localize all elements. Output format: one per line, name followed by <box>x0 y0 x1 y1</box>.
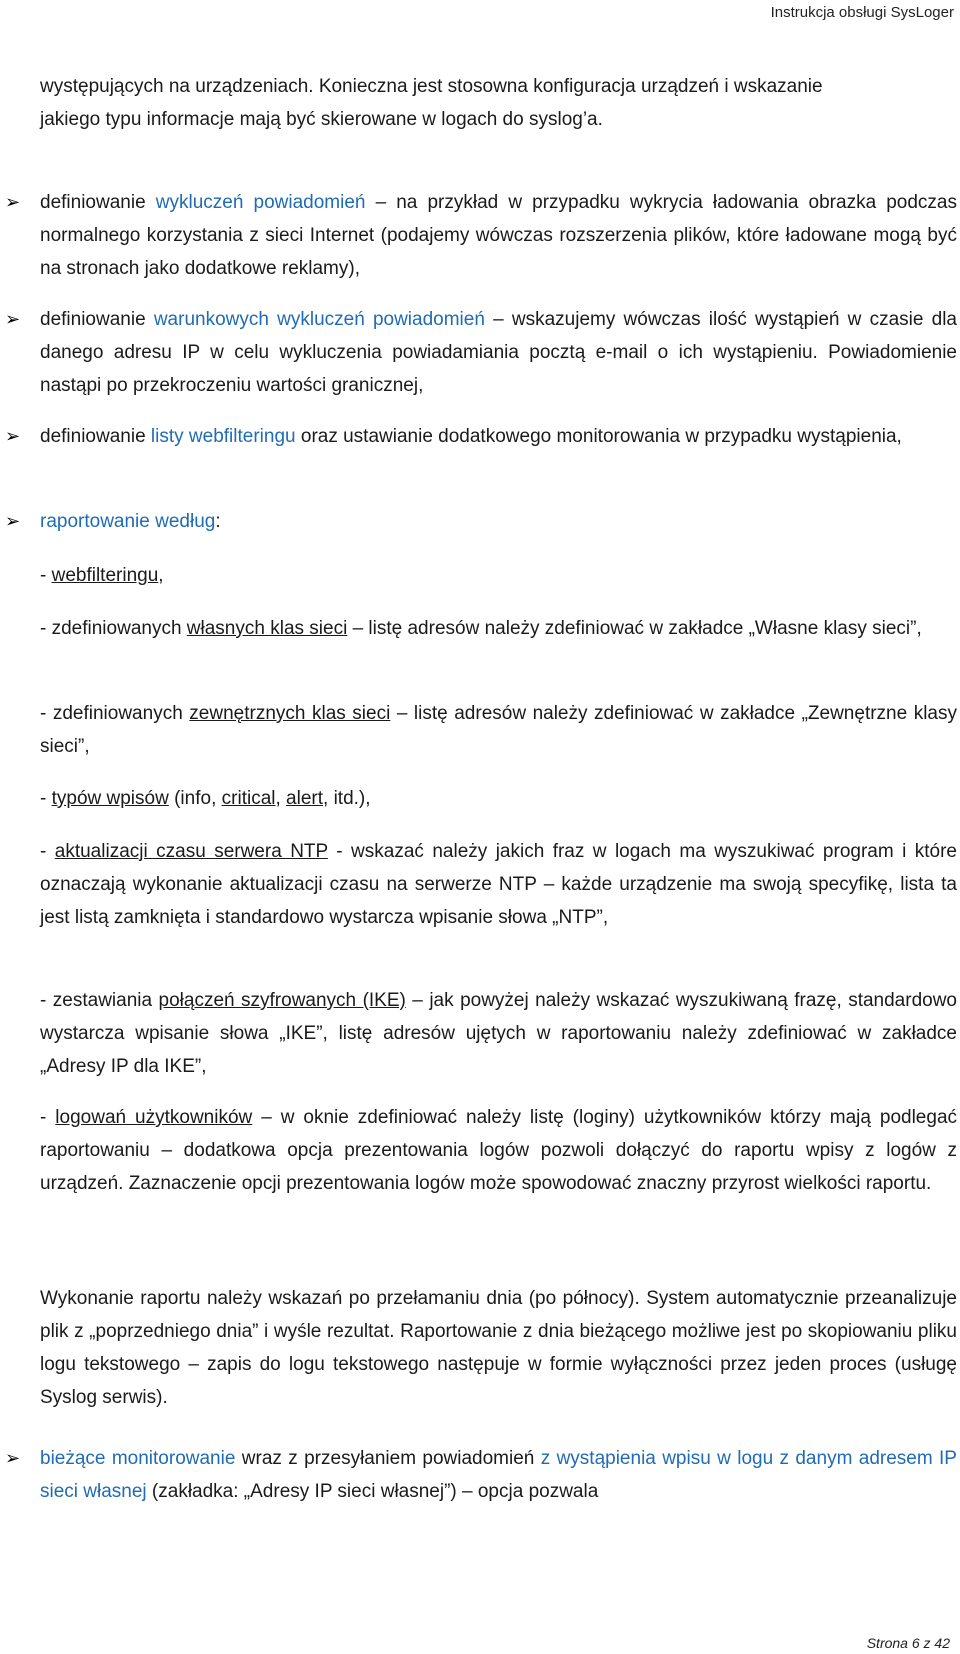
report-item-ntp: - aktualizacji czasu serwera NTP - wskazać należy jakich fraz w logach ma wyszukiwać program i które oznaczają wykonanie aktualizacji czasu na serwerze NTP – każde urządzenie ma swoją specyfikę, lista ta jest listą zamknięta i standardowo wystarcza wpisanie słowa „NTP”, <box>40 841 957 928</box>
running-header: Instrukcja obsługi SysLoger <box>770 4 954 21</box>
report-item-ike: - zestawiania połączeń szyfrowanych (IKE) – jak powyżej należy wskazać wyszukiwaną frazę, standardowo wystarcza wpisanie słowa „IKE”, listę adresów ujętych w raportowaniu należy zdefiniować w zakładce „Adresy IP dla IKE”, <box>40 990 957 1077</box>
intro-line-2: jakiego typu informacje mają być skierowane w logach do syslog’a. <box>40 109 603 130</box>
term-link: listy webfilteringu <box>150 426 296 447</box>
page-number: Strona 6 z 42 <box>866 1635 950 1651</box>
term-link: raportowanie według <box>40 511 216 532</box>
term-link: bieżące monitorowanie <box>40 1448 236 1469</box>
term-link: wykluczeń powiadomień <box>155 192 366 213</box>
bullet-arrow-icon: ➢ <box>5 511 21 531</box>
bullet-arrow-icon: ➢ <box>5 426 21 446</box>
intro-paragraph <box>40 70 957 136</box>
intro-line-1: występujących na urządzeniach. Konieczna jest stosowna konfiguracja urządzeń i wskazanie <box>40 76 823 97</box>
bullet-text: definiowanie wykluczeń powiadomień – na przykład w przypadku wykrycia ładowania obrazka podczas normalnego korzystania z sieci Internet (podajemy wówczas rozszerzenia plików, które ładowane mogą być na stronach jako dodatkowe reklamy), <box>40 192 958 279</box>
report-item-entry-types: - typów wpisów (info, critical, alert, itd.), <box>40 788 371 809</box>
term-link: warunkowych wykluczeń powiadomień <box>153 309 485 330</box>
report-item-webfiltering: - webfilteringu, <box>40 565 164 586</box>
term-link: z wystąpienia wpisu w logu z danym adresem IP sieci własnej <box>40 1448 957 1502</box>
bullet-text: definiowanie listy webfilteringu oraz ustawianie dodatkowego monitorowania w przypadku wystąpienia, <box>40 426 902 447</box>
bullet-text: bieżące monitorowanie wraz z przesyłaniem powiadomień z wystąpienia wpisu w logu z danym adresem IP sieci własnej (zakładka: „Adresy IP sieci własnej”) – opcja pozwala <box>40 1448 957 1502</box>
report-item-own-classes: - zdefiniowanych własnych klas sieci – listę adresów należy zdefiniować w zakładce „Własne klasy sieci”, <box>40 618 922 639</box>
bullet-arrow-icon: ➢ <box>5 1448 21 1468</box>
report-item-user-logins: - logowań użytkowników – w oknie zdefiniować należy listę (loginy) użytkowników którzy mają podlegać raportowaniu – dodatkowa opcja prezentowania logów pozwoli dołączyć do raportu wpisy z logów z urządzeń. Zaznaczenie opcji prezentowania logów może spowodować znaczny przyrost wielkości raportu. <box>40 1107 958 1194</box>
bullet-arrow-icon: ➢ <box>5 192 21 212</box>
report-timing-paragraph: Wykonanie raportu należy wskazań po przełamaniu dnia (po północy). System automatycznie przeanalizuje plik z „poprzedniego dnia” i wyśle rezultat. Raportowanie z dnia bieżącego możliwe jest po skopiowaniu pliku logu tekstowego – zapis do logu tekstowego następuje w formie wyłączności przez jeden proces (usługę Syslog serwis). <box>40 1288 957 1408</box>
report-item-external-classes: - zdefiniowanych zewnętrznych klas sieci – listę adresów należy zdefiniować w zakładce „Zewnętrzne klasy sieci”, <box>40 703 957 757</box>
bullet-arrow-icon: ➢ <box>5 309 21 329</box>
bullet-text: raportowanie według: <box>40 511 221 532</box>
bullet-text: definiowanie warunkowych wykluczeń powiadomień – wskazujemy wówczas ilość wystąpień w czasie dla danego adresu IP w celu wykluczenia powiadamiania pocztą e-mail o ich wystąpieniu. Powiadomienie nastąpi po przekroczeniu wartości granicznej, <box>40 309 957 396</box>
